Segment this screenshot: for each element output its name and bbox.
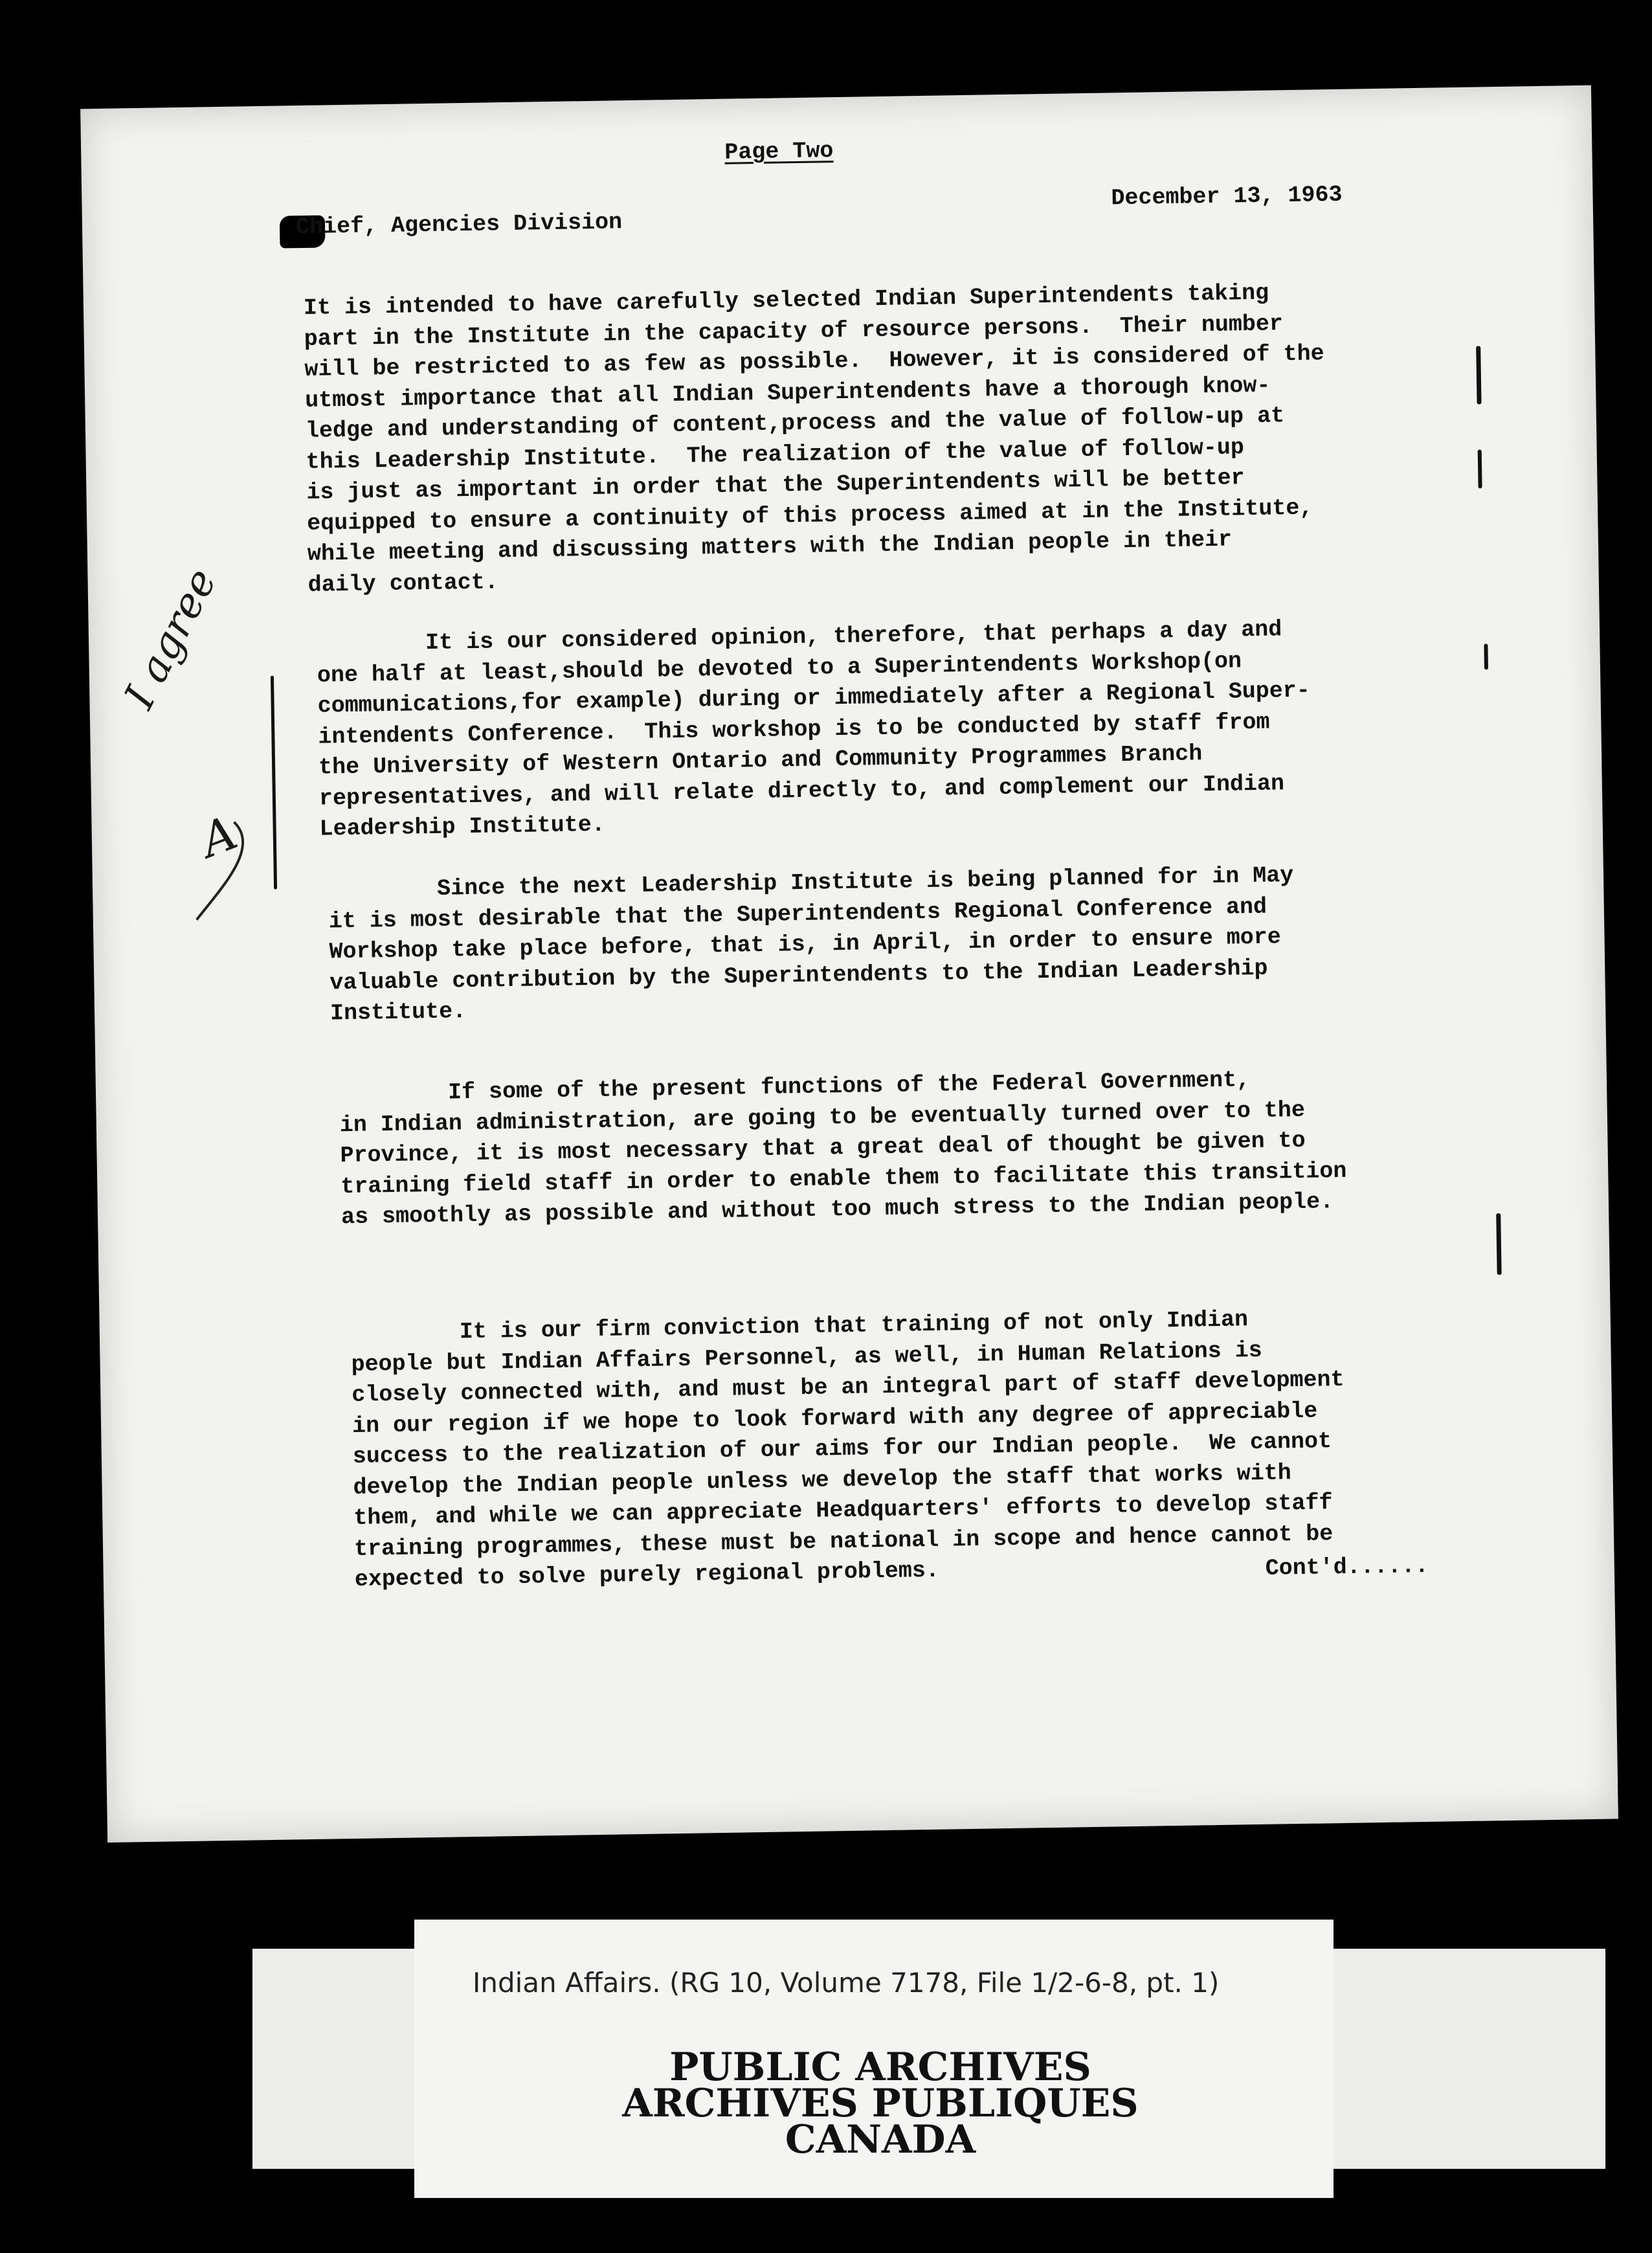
page-heading: Page Two	[724, 138, 834, 166]
continuation-note: Cont'd......	[1265, 1552, 1429, 1582]
paragraph-5: It is our firm conviction that training of not only Indian people but Indian Affairs Personnel, as well, in Human Relations is closely connected with, and must be an integral part of staff development in our region if we hope to look forward with any degree of appreciable success to the realization of our aims for our Indian people. We cannot develop the Indian people unless we develop the staff that works with them, and while we can appreciate Headquarters' efforts to develop staff training programmes, these must be national in scope and hence cannot be expected to solve purely regional problems.	[350, 1306, 1345, 1593]
archive-stamp	[544, 2045, 1217, 2162]
handwritten-annotation	[102, 561, 320, 928]
paragraph-3: Since the next Leadership Institute is being planned for in May it is most desirable that the Superintendents Regional Conference and Workshop take place before, that is, in April, in order to ensure more valuable contribution by the Superintendents to the Indian Leadership Institute.	[328, 862, 1294, 1027]
stamp-line: PUBLIC ARCHIVES	[669, 2045, 1091, 2090]
paragraph-2: It is our considered opinion, therefore, that perhaps a day and one half at least,should be devoted to a Superintendents Workshop(on communications,for example) during or immediately after a Regional Super- intendents Conference. This workshop is to be conducted by staff from the University of Western Ontario and Community Programmes Branch representatives, and will relate directly to, and complement our Indian Leadership Institute.	[316, 616, 1311, 842]
margin-mark	[1478, 449, 1482, 488]
margin-mark	[1484, 644, 1488, 669]
annotation-text: I agree	[115, 561, 227, 717]
stamp-line: CANADA	[785, 2117, 976, 2162]
stamp-line: ARCHIVES PUBLIQUES	[622, 2081, 1139, 2126]
archive-reference: Indian Affairs. (RG 10, Volume 7178, File 1/2-6-8, pt. 1)	[473, 1967, 1220, 1999]
document-page	[80, 85, 1618, 1843]
letter-date: December 13, 1963	[1111, 181, 1343, 212]
annotation-stroke	[102, 653, 320, 928]
paragraph-1: It is intended to have carefully selected Indian Superintendents taking part in the Institute in the capacity of resource persons. Their number will be restricted to as few as possible. However, it is considered of the utmost importance that all Indian Superintendents have a thorough know- ledge and understanding of content,process and the value of follow-up at this Leadership Institute. The realization of the value of follow-up is just as important in order that the Superintendents will be better equipped to ensure a continuity of this process aimed at in the Institute, while meeting and discussing matters with the Indian people in their daily contact.	[303, 280, 1324, 598]
addressee-line: Chief, Agencies Division	[295, 209, 623, 241]
margin-mark	[1476, 346, 1481, 404]
margin-mark	[1496, 1213, 1501, 1275]
annotation-initial: A	[193, 805, 245, 868]
paragraph-4: If some of the present functions of the Federal Government, in Indian administration, are going to be eventually turned over to the Province, it is most necessary that a great deal of thought be given to training field staff in order to enable them to facilitate this transition as smoothly as possible and without too much stress to the Indian people.	[339, 1067, 1347, 1231]
